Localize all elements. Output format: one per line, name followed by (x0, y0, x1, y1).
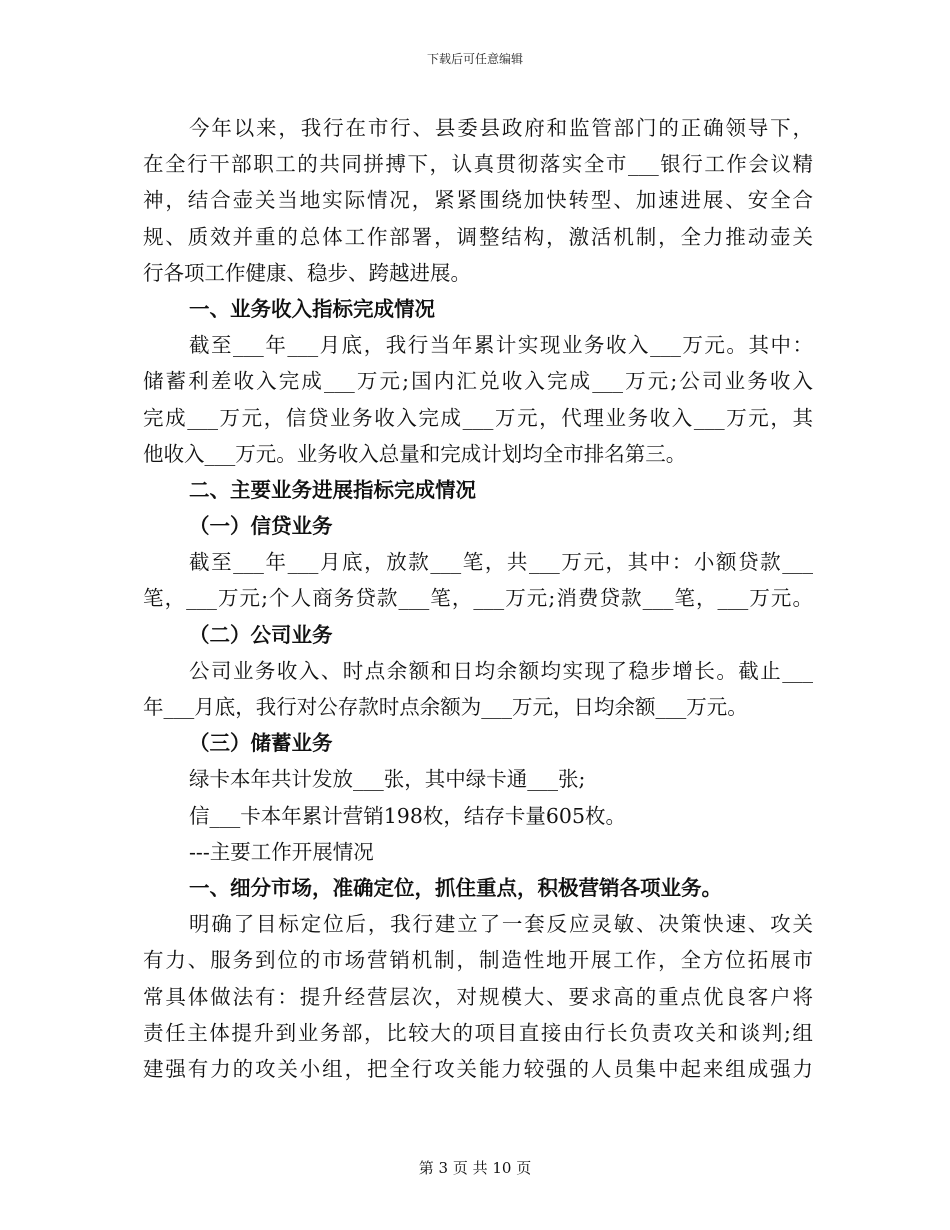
body-text-line: 截至___年___月底，我行当年累计实现业务收入___万元。其中： (189, 333, 813, 358)
body-text-line: 在全行干部职工的共同拼搏下，认真贯彻落实全市___银行工作会议精 (143, 152, 813, 177)
body-text-line: 他收入___万元。业务收入总量和完成计划均全市排名第三。 (143, 441, 687, 466)
body-text-line: 神，结合壶关当地实际情况，紧紧围绕加快转型、加速进展、安全合 (143, 188, 813, 213)
document-body (143, 110, 813, 1087)
body-text-line: 常具体做法有：提升经营层次，对规模大、要求高的重点优良客户将 (143, 984, 813, 1009)
body-text-line: 年___月底，我行对公存款时点余额为___万元，日均余额___万元。 (143, 695, 748, 719)
body-text-line: 绿卡本年共计发放___张，其中绿卡通___张; (189, 767, 586, 792)
section-heading: 二、主要业务进展指标完成情况 (189, 477, 476, 502)
body-text-line: ---主要工作开展情况 (189, 839, 374, 864)
page-number: 第 3 页 共 10 页 (418, 1159, 532, 1177)
body-text-line: 行各项工作健康、稳步、跨越进展。 (143, 260, 471, 285)
body-text-line: 储蓄利差收入完成___万元;国内汇兑收入完成___万元;公司业务收入 (143, 369, 813, 394)
body-text-line: 建强有力的攻关小组，把全行攻关能力较强的人员集中起来组成强力 (143, 1056, 813, 1081)
body-text-line: 有力、服务到位的市场营销机制，制造性地开展工作，全方位拓展市 (143, 948, 813, 973)
section-heading: （三）储蓄业务 (189, 731, 333, 756)
body-text-line: 责任主体提升到业务部，比较大的项目直接由行长负责攻关和谈判;组 (143, 1020, 813, 1045)
body-text-line: 今年以来，我行在市行、县委县政府和监管部门的正确领导下， (189, 116, 813, 140)
section-heading: 一、细分市场，准确定位，抓住重点，积极营销各项业务。 (189, 875, 722, 900)
body-text-line: 信___卡本年累计营销198枚，结存卡量605枚。 (189, 803, 627, 828)
section-heading: 一、业务收入指标完成情况 (189, 296, 435, 321)
page-header-note: 下载后可任意编辑 (426, 52, 523, 66)
section-heading: （二）公司业务 (189, 622, 333, 647)
body-text-line: 公司业务收入、时点余额和日均余额均实现了稳步增长。截止___ (189, 658, 813, 683)
body-text-line: 截至___年___月底，放款___笔，共___万元，其中：小额贷款___ (189, 550, 813, 575)
body-text-line: 规、质效并重的总体工作部署，调整结构，激活机制，全力推动壶关 (143, 224, 813, 249)
body-text-line: 笔，___万元;个人商务贷款___笔，___万元;消费贷款___笔，___万元。 (143, 586, 813, 611)
body-text-line: 完成___万元，信贷业务收入完成___万元，代理业务收入___万元，其 (143, 405, 813, 430)
body-text-line: 明确了目标定位后，我行建立了一套反应灵敏、决策快速、攻关 (189, 912, 813, 937)
section-heading: （一）信贷业务 (189, 514, 333, 539)
